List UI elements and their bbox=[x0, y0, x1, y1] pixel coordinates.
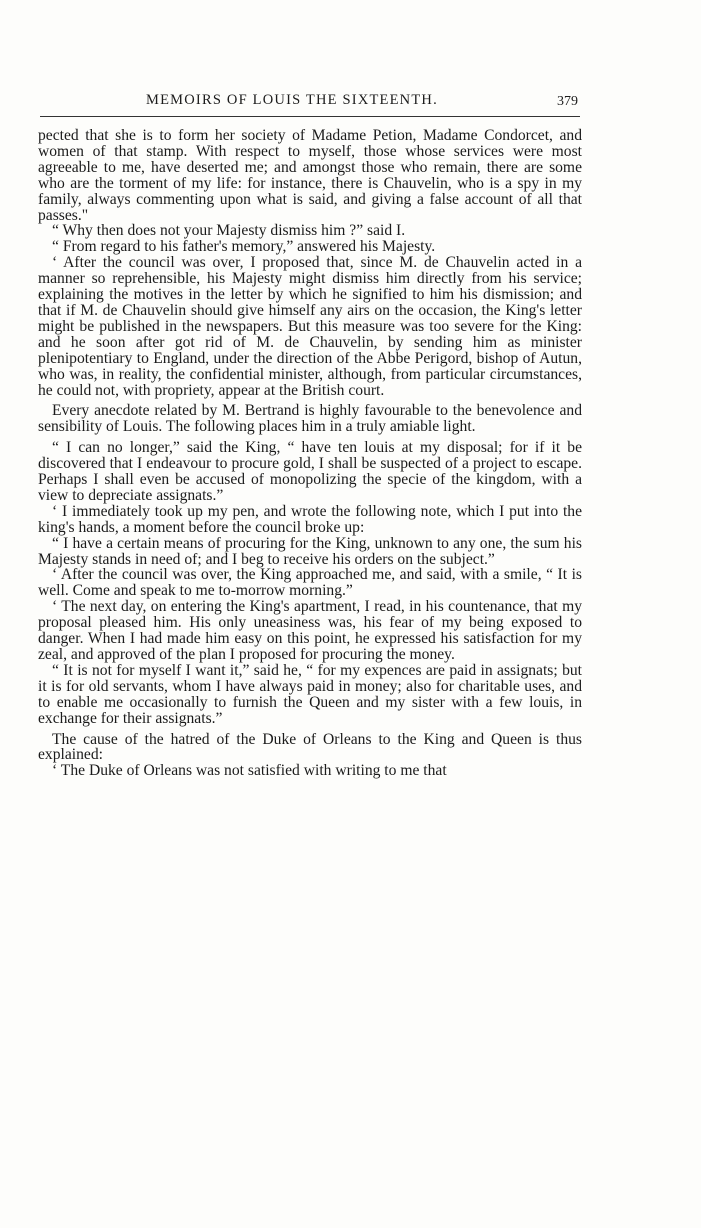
paragraph: ‘ The next day, on entering the King's apartment, I read, in his countenance, that my proposal pleased him. His only uneasiness was, his fear of my being exposed to danger. When I had made him easy on this point, he expressed his satisfaction for my zeal, and approved of the plan I proposed for procuring the money. bbox=[38, 598, 582, 663]
body-text bbox=[38, 128, 582, 779]
paragraph: “ I have a certain means of procuring for the King, unknown to any one, the sum his Majesty stands in need of; and I beg to receive his orders on the subject.” bbox=[38, 534, 582, 568]
paragraph: ‘ I immediately took up my pen, and wrote the following note, which I put into the king's hands, a moment before the council broke up: bbox=[38, 502, 582, 536]
running-head: MEMOIRS OF LOUIS THE SIXTEENTH. bbox=[146, 92, 438, 108]
paragraph: “ I can no longer,” said the King, “ have ten louis at my disposal; for if it be discovered that I endeavour to procure gold, I shall be suspected of a project to escape. Perhaps I shall even be accused of monopolizing the specie of the kingdom, with a view to depreciate assignats.” bbox=[38, 439, 582, 504]
paragraph: ‘ After the council was over, I proposed that, since M. de Chauvelin acted in a manner so reprehensible, his Majesty might dismiss him directly from his service; explaining the motives in the letter by which he signified to him his dismission; and that if M. de Chauvelin should give himself any airs on the occasion, the King's letter might be published in the newspapers. But this measure was too severe for the King: and he soon after got rid of M. de Chauvelin, by sending him as minister plenipotentiary to England, under the direction of the Abbe Perigord, bishop of Autun, who was, in reality, the confidential minister, although, from particular circumstances, he could not, with propriety, appear at the British court. bbox=[38, 254, 582, 399]
header-rule bbox=[40, 116, 580, 117]
page-number: 379 bbox=[557, 94, 578, 109]
paragraph: Every anecdote related by M. Bertrand is highly favourable to the benevolence and sensibility of Louis. The following places him in a truly amiable light. bbox=[38, 402, 582, 436]
paragraph: ‘ The Duke of Orleans was not satisfied with writing to me that bbox=[52, 762, 447, 780]
paragraph: “ It is not for myself I want it,” said he, “ for my expences are paid in assignats; but it is for old servants, whom I have always paid in money; also for charitable uses, and to enable me occasionally to furnish the Queen and my sister with a few louis, in exchange for their assignats.” bbox=[38, 661, 582, 727]
paragraph: The cause of the hatred of the Duke of Orleans to the King and Queen is thus explained: bbox=[38, 730, 582, 764]
paragraph: ‘ After the council was over, the King approached me, and said, with a smile, “ It is well. Come and speak to me to-morrow morning.” bbox=[38, 566, 582, 600]
paragraph: “ Why then does not your Majesty dismiss him ?” said I. bbox=[52, 222, 406, 240]
paragraph: pected that she is to form her society of Madame Petion, Madame Condorcet, and women of that stamp. With respect to myself, those whose services were most agreeable to me, have deserted me; and amongst those who remain, there are some who are the torment of my life: for instance, there is Chauvelin, who is a spy in my family, always commenting upon what is said, and giving a false account of all that passes." bbox=[38, 127, 582, 224]
page-header bbox=[40, 92, 580, 114]
paragraph: “ From regard to his father's memory,” answered his Majesty. bbox=[52, 238, 436, 256]
